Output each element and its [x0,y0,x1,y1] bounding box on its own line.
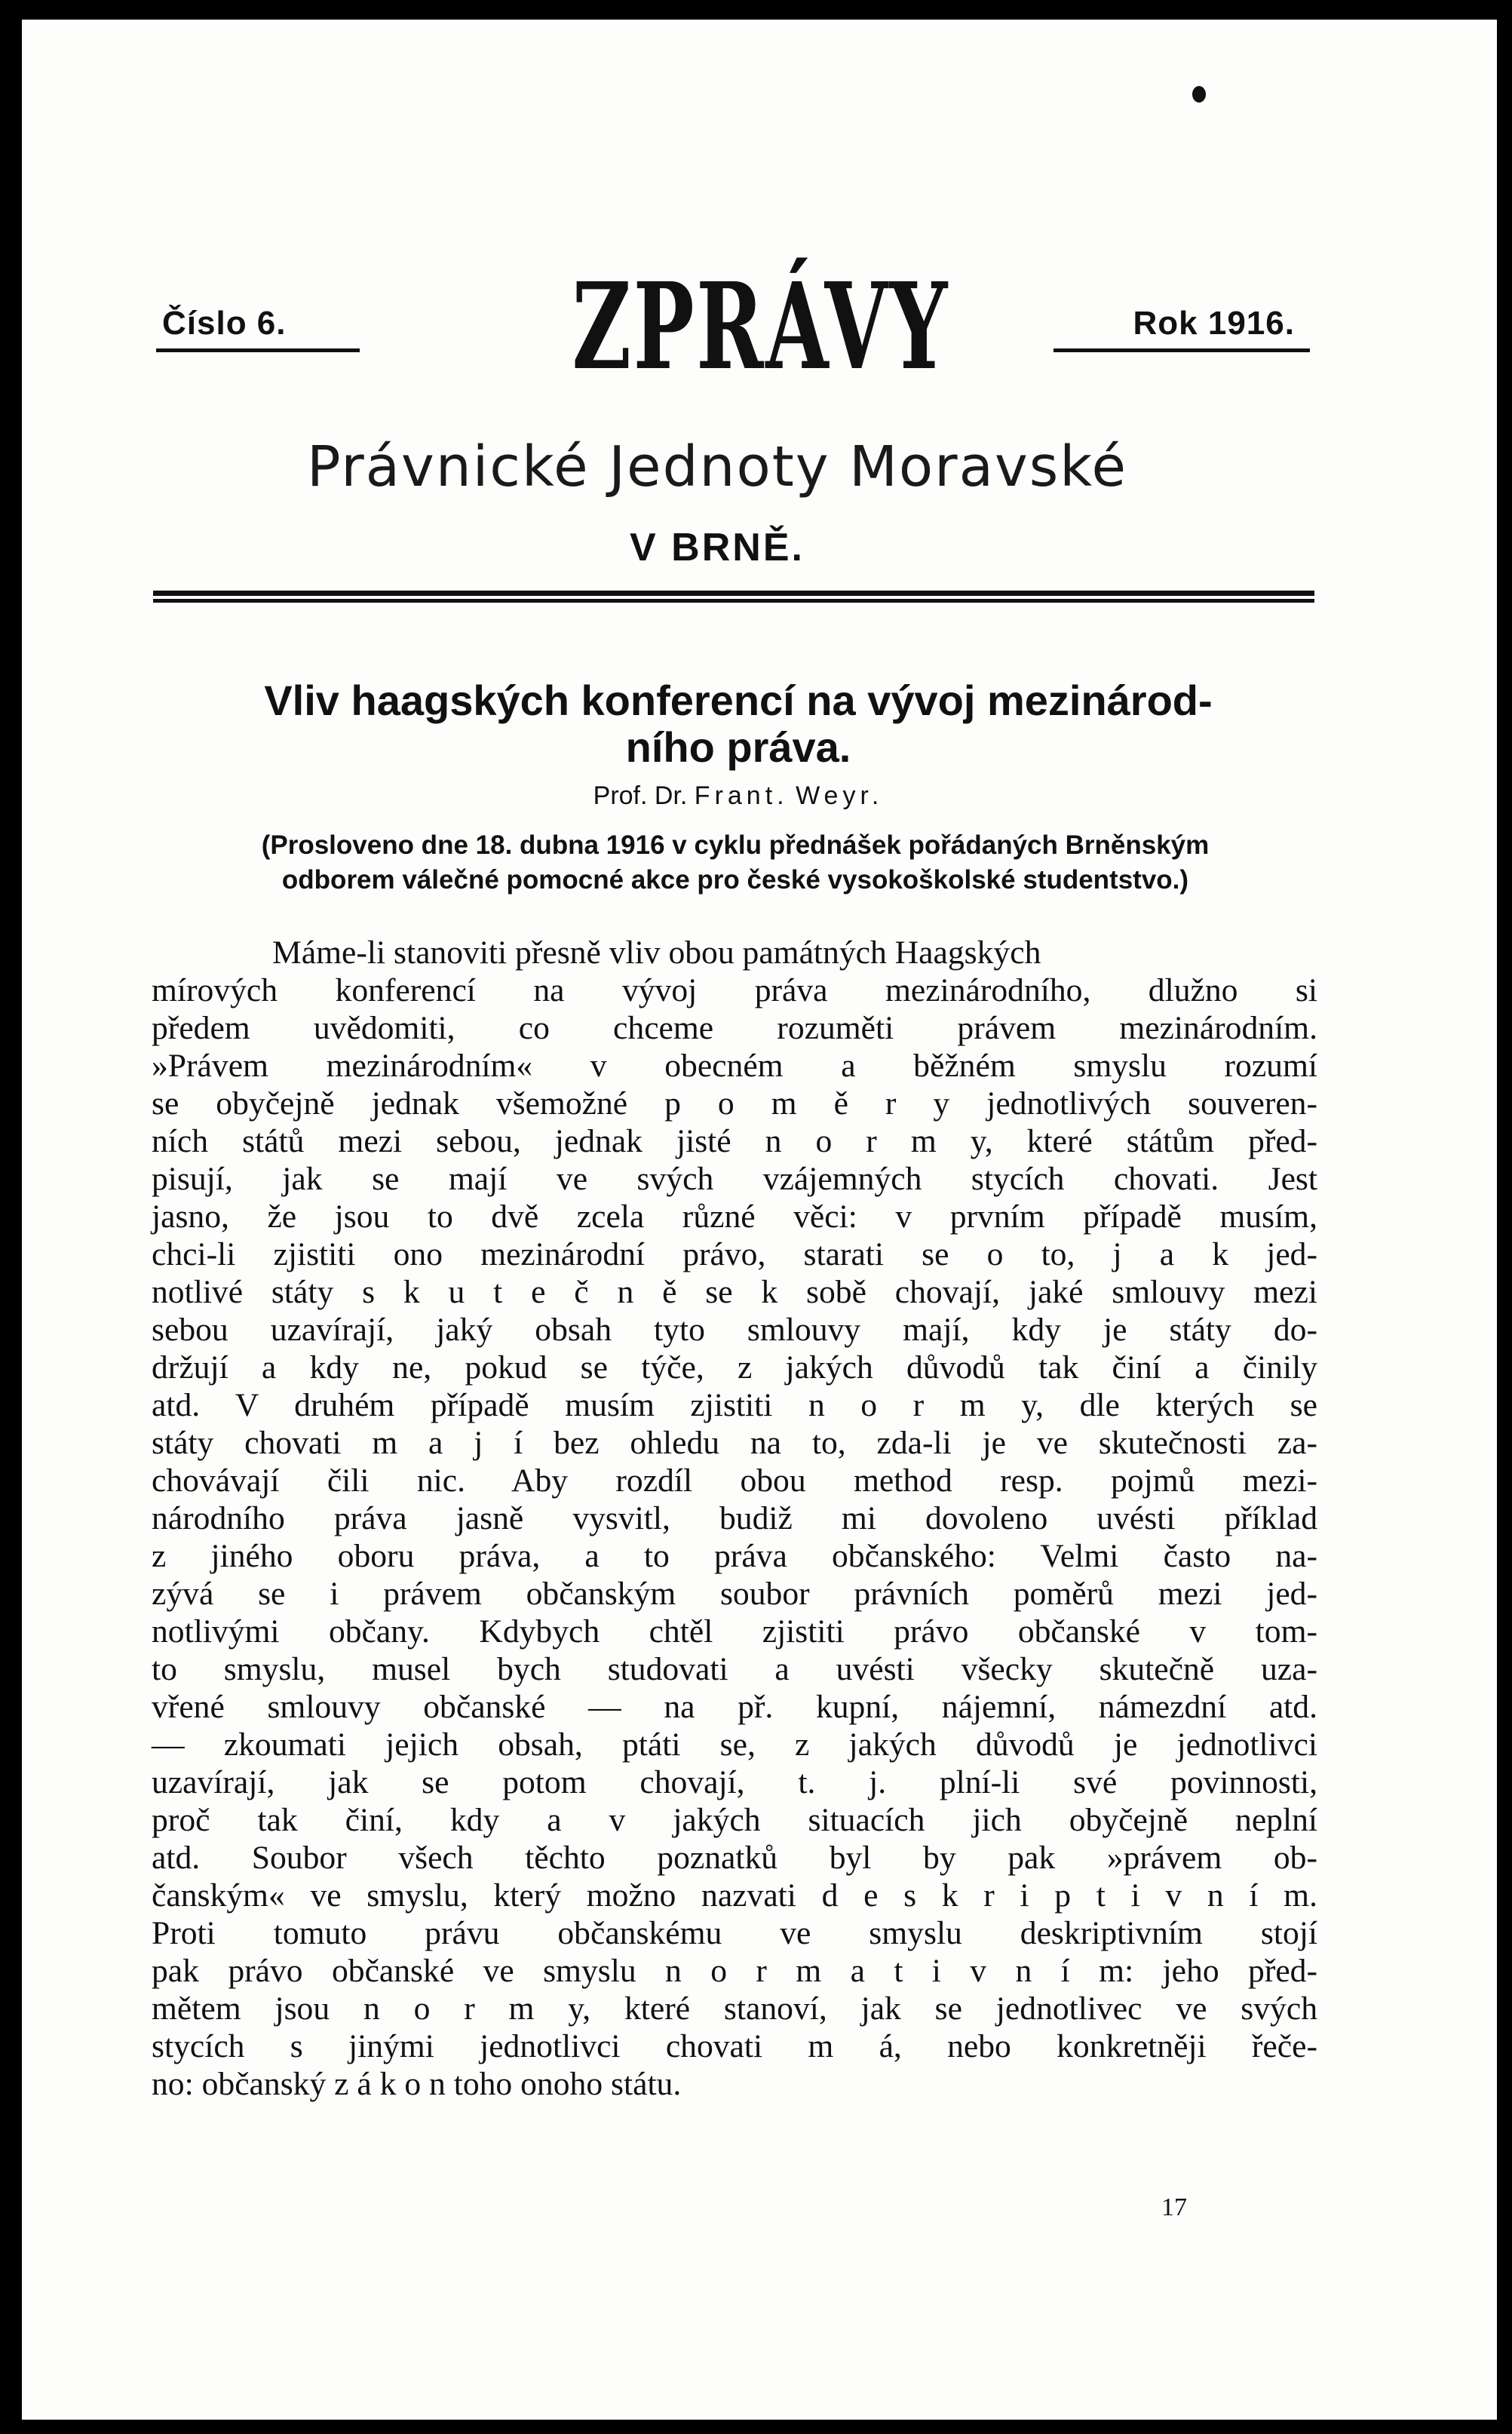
body-line: z jiného oboru práva, a to práva občanského: Velmi často na- [152,1538,1317,1574]
body-line: vřené smlouvy občanské — na př. kupní, nájemní, námezdní atd. [152,1689,1317,1725]
body-line: Proti tomuto právu občanskému ve smyslu deskriptivním stojí [152,1915,1317,1951]
lecture-note-line: (Prosloveno dne 18. dubna 1916 v cyklu přednášek pořádaných Brněnským [261,830,1210,860]
author-last-name: Weyr. [796,781,884,810]
body-line: pisují, jak se mají ve svých vzájemných stycích chovati. Jest [152,1161,1317,1197]
body-line: atd. V druhém případě musím zjistiti n o r m y, dle kterých se [152,1387,1317,1423]
body-line: chovávají čili nic. Aby rozdíl obou method resp. pojmů mezi- [152,1463,1317,1499]
body-line: »Právem mezinárodním« v obecném a běžném smyslu rozumí [152,1048,1317,1084]
body-line: notlivými občany. Kdybych chtěl zjistiti právo občanské v tom- [152,1613,1317,1650]
body-line: Máme-li stanoviti přesně vliv obou památných Haagských [272,935,1041,971]
lecture-note-line: odborem válečné pomocné akce pro české vysokoškolské studentstvo.) [281,865,1189,895]
year-underline [1053,348,1310,352]
journal-subtitle: Právnické Jednoty Moravské [306,434,1128,499]
body-line: zývá se i právem občanským soubor právních poměrů mezi jed- [152,1576,1317,1612]
year-label [1053,305,1310,342]
body-line: to smyslu, musel bych studovati a uvésti všecky skutečně uza- [152,1651,1317,1687]
body-line: jasno, že jsou to dvě zcela různé věci: v prvním případě musím, [152,1199,1317,1235]
header-divider [153,591,1314,607]
page-number: 17 [1161,2193,1187,2221]
body-line: mětem jsou n o r m y, které stanoví, jak se jednotlivec ve svých [152,1990,1317,2027]
body-line: státy chovati m a j í bez ohledu na to, zda-li je ve skutečnosti za- [152,1425,1317,1461]
body-line: proč tak činí, kdy a v jakých situacích jich obyčejně neplní [152,1802,1317,1838]
author-first-name: Frant. [694,781,789,810]
body-line: notlivé státy s k u t e č n ě se k sobě chovají, jaké smlouvy mezi [152,1274,1317,1310]
journal-city: V BRNĚ. [630,526,805,569]
issue-underline [156,348,360,352]
article-body [152,934,1317,2103]
article-author [165,781,1311,811]
document-page [22,20,1497,2420]
divider-thin-line [153,599,1314,603]
year-label-text: Rok 1916. [1133,305,1295,342]
print-mark [1192,86,1206,103]
author-prefix: Prof. Dr. [593,781,688,810]
issue-label [156,305,360,342]
body-line: pak právo občanské ve smyslu n o r m a t i v n í m: jeho před- [152,1953,1317,1989]
journal-title: ZPRÁVY [572,257,950,397]
body-line: sebou uzavírají, jaký obsah tyto smlouvy mají, kdy je státy do- [152,1312,1317,1348]
body-line: — zkoumati jejich obsah, ptáti se, z jakých důvodů je jednotlivci [152,1727,1317,1763]
article-title-line: Vliv haagských konferencí na vývoj mezinárod- [264,677,1213,724]
body-line: držují a kdy ne, pokud se týče, z jakých důvodů tak činí a činily [152,1349,1317,1386]
article-title-line: ního práva. [625,723,851,771]
body-line: národního práva jasně vysvitl, budiž mi dovoleno uvésti příklad [152,1500,1317,1536]
body-line: uzavírají, jak se potom chovají, t. j. plní-li své povinnosti, [152,1764,1317,1800]
lecture-note [150,828,1320,898]
body-line: no: občanský z á k o n toho onoho státu. [152,2066,682,2102]
body-line: atd. Soubor všech těchto poznatků byl by pak »právem ob- [152,1840,1317,1876]
body-line: čanským« ve smyslu, který možno nazvati d e s k r i p t i v n í m. [152,1877,1317,1914]
body-line: chci-li zjistiti ono mezinárodní právo, starati se o to, j a k jed- [152,1236,1317,1272]
article-title [165,677,1311,771]
body-line: mírových konferencí na vývoj práva mezinárodního, dlužno si [152,972,1317,1008]
body-line: stycích s jinými jednotlivci chovati m á, nebo konkretněji řeče- [152,2028,1317,2064]
body-line: předem uvědomiti, co chceme rozuměti právem mezinárodním. [152,1010,1317,1046]
body-line: ních států mezi sebou, jednak jisté n o r m y, které státům před- [152,1123,1317,1159]
divider-thick-line [153,591,1314,596]
body-line: se obyčejně jednak všemožné p o m ě r y jednotlivých souveren- [152,1085,1317,1122]
issue-label-text: Číslo 6. [162,305,287,342]
